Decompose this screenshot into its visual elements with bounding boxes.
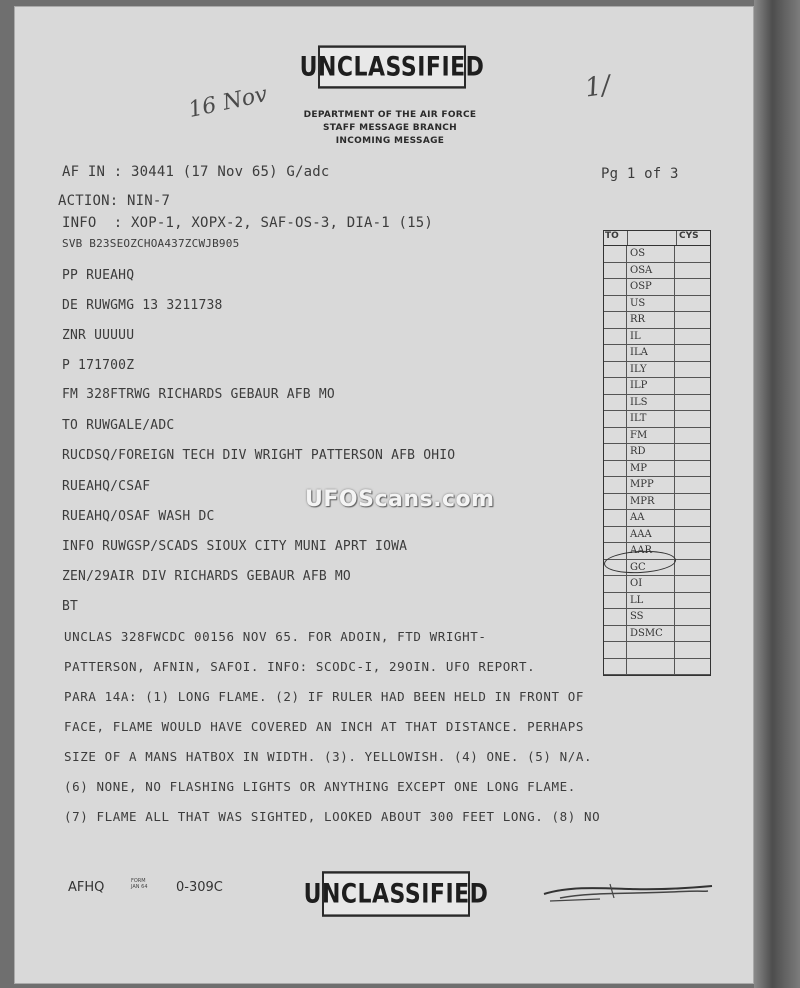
classification-stamp-top: UNCLASSIFIED [318,45,466,88]
office-cell: AA [627,510,675,526]
page-number: Pg 1 of 3 [601,166,679,182]
distribution-row [604,527,710,544]
office-cell: ILP [627,378,675,394]
office-cell: AAA [627,527,675,543]
office-cell: ILA [627,345,675,361]
to-cell [604,329,627,345]
body-line: FACE, FLAME WOULD HAVE COVERED AN INCH AT THAT DISTANCE. PERHAPS [64,719,585,734]
body-line: PATTERSON, AFNIN, SAFOI. INFO: SCODC-I, 29OIN. UFO REPORT. [64,659,536,674]
distribution-row [604,461,710,478]
distribution-row [604,428,710,445]
office-cell: OSP [627,279,675,295]
to-cell [604,378,627,394]
copies-cell [675,642,710,658]
to-cell [604,609,627,625]
office-cell: LL [627,593,675,609]
distribution-row [604,593,710,610]
office-cell: OSA [627,263,675,279]
distribution-row [604,263,710,280]
form-afhq: AFHQ [68,880,105,895]
office-cell: OI [627,576,675,592]
form-small-label: FORM JAN 64 [131,878,148,890]
office-cell: GC [627,560,675,576]
office-cell: FM [627,428,675,444]
to-cell [604,527,627,543]
to-cell [604,626,627,642]
copies-cell [675,560,710,576]
copies-cell [675,395,710,411]
copies-cell [675,378,710,394]
info-line: INFO : XOP-1, XOPX-2, SAF-OS-3, DIA-1 (15) [62,215,434,231]
routing-line: SVB B23SEOZCHOA437ZCWJB905 [62,237,240,250]
distribution-row [604,510,710,527]
message-line: BT [62,599,79,614]
distribution-row [604,659,710,676]
message-line: TO RUWGALE/ADC [62,418,175,433]
to-cell [604,461,627,477]
to-cell [604,576,627,592]
to-cell [604,593,627,609]
office-cell: DSMC [627,626,675,642]
office-cell: MP [627,461,675,477]
copies-cell [675,477,710,493]
copies-cell [675,494,710,510]
distribution-row [604,609,710,626]
distribution-row [604,444,710,461]
dept-line-2: STAFF MESSAGE BRANCH [322,123,458,133]
body-line: PARA 14A: (1) LONG FLAME. (2) IF RULER HAD BEEN HELD IN FRONT OF [64,689,585,704]
body-line: SIZE OF A MANS HATBOX IN WIDTH. (3). YELLOWISH. (4) ONE. (5) N/A. [64,749,593,764]
distribution-table [603,230,711,676]
office-cell: US [627,296,675,312]
copies-cell [675,527,710,543]
office-cell: ILY [627,362,675,378]
message-line: INFO RUWGSP/SCADS SIOUX CITY MUNI APRT IOWA [62,539,408,554]
copies-cell [675,626,710,642]
dept-line-1: DEPARTMENT OF THE AIR FORCE [303,110,477,120]
col-office [628,231,677,245]
signature-scribble [540,880,715,906]
distribution-row [604,576,710,593]
distribution-row [604,296,710,313]
body-line: UNCLAS 328FWCDC 00156 NOV 65. FOR ADOIN, FTD WRIGHT- [64,629,487,644]
distribution-row [604,378,710,395]
office-cell: RR [627,312,675,328]
to-cell [604,428,627,444]
distribution-row [604,312,710,329]
to-cell [604,312,627,328]
office-cell: ILS [627,395,675,411]
af-in-number: AF IN : 30441 (17 Nov 65) G/adc [62,164,330,180]
office-cell: OS [627,246,675,262]
to-cell [604,444,627,460]
message-line: FM 328FTRWG RICHARDS GEBAUR AFB MO [62,387,335,402]
distribution-row [604,329,710,346]
office-cell: IL [627,329,675,345]
message-line: RUEAHQ/OSAF WASH DC [62,509,215,524]
classification-stamp-bottom: UNCLASSIFIED [322,871,470,917]
copies-cell [675,329,710,345]
to-cell [604,494,627,510]
distribution-row [604,411,710,428]
copies-cell [675,428,710,444]
office-cell: AAR [627,543,675,559]
copies-cell [675,593,710,609]
to-cell [604,510,627,526]
copies-cell [675,362,710,378]
to-cell [604,279,627,295]
body-line: (7) FLAME ALL THAT WAS SIGHTED, LOOKED ABOUT 300 FEET LONG. (8) NO [64,809,601,824]
department-heading [300,109,480,148]
copies-cell [675,263,710,279]
to-cell [604,395,627,411]
scan-edge [754,0,800,988]
distribution-row [604,279,710,296]
copies-cell [675,411,710,427]
copies-cell [675,345,710,361]
to-cell [604,642,627,658]
distribution-row [604,362,710,379]
office-cell: MPP [627,477,675,493]
distribution-row [604,345,710,362]
handwritten-mark: 1/ [583,70,613,104]
office-cell [627,659,675,675]
watermark: UFOScans.com [305,487,495,512]
office-cell: MPR [627,494,675,510]
message-line: RUCDSQ/FOREIGN TECH DIV WRIGHT PATTERSON AFB OHIO [62,448,456,463]
office-cell: ILT [627,411,675,427]
message-line: P 171700Z [62,358,135,373]
distribution-row [604,494,710,511]
copies-cell [675,246,710,262]
message-line: DE RUWGMG 13 3211738 [62,298,223,313]
to-cell [604,263,627,279]
distribution-row [604,395,710,412]
action-line: ACTION: NIN-7 [58,193,171,209]
office-cell [627,642,675,658]
col-to: TO [604,231,628,245]
copies-cell [675,279,710,295]
to-cell [604,659,627,675]
office-cell: SS [627,609,675,625]
copies-cell [675,444,710,460]
distribution-header [604,231,710,246]
office-cell: RD [627,444,675,460]
dept-line-3: INCOMING MESSAGE [335,136,445,146]
to-cell [604,296,627,312]
to-cell [604,411,627,427]
body-line: (6) NONE, NO FLASHING LIGHTS OR ANYTHING EXCEPT ONE LONG FLAME. [64,779,576,794]
copies-cell [675,312,710,328]
to-cell [604,345,627,361]
distribution-row [604,642,710,659]
distribution-row [604,246,710,263]
copies-cell [675,659,710,675]
copies-cell [675,543,710,559]
to-cell [604,477,627,493]
copies-cell [675,609,710,625]
message-line: ZEN/29AIR DIV RICHARDS GEBAUR AFB MO [62,569,351,584]
copies-cell [675,461,710,477]
handwritten-date-note: 16 Nov [186,81,270,124]
to-cell [604,362,627,378]
copies-cell [675,576,710,592]
form-number: 0-309C [176,880,223,895]
message-line: ZNR UUUUU [62,328,135,343]
message-line: RUEAHQ/CSAF [62,479,151,494]
copies-cell [675,510,710,526]
distribution-row [604,626,710,643]
to-cell [604,246,627,262]
col-cys: CYS [679,231,699,241]
message-line: PP RUEAHQ [62,268,135,283]
distribution-row [604,477,710,494]
copies-cell [675,296,710,312]
